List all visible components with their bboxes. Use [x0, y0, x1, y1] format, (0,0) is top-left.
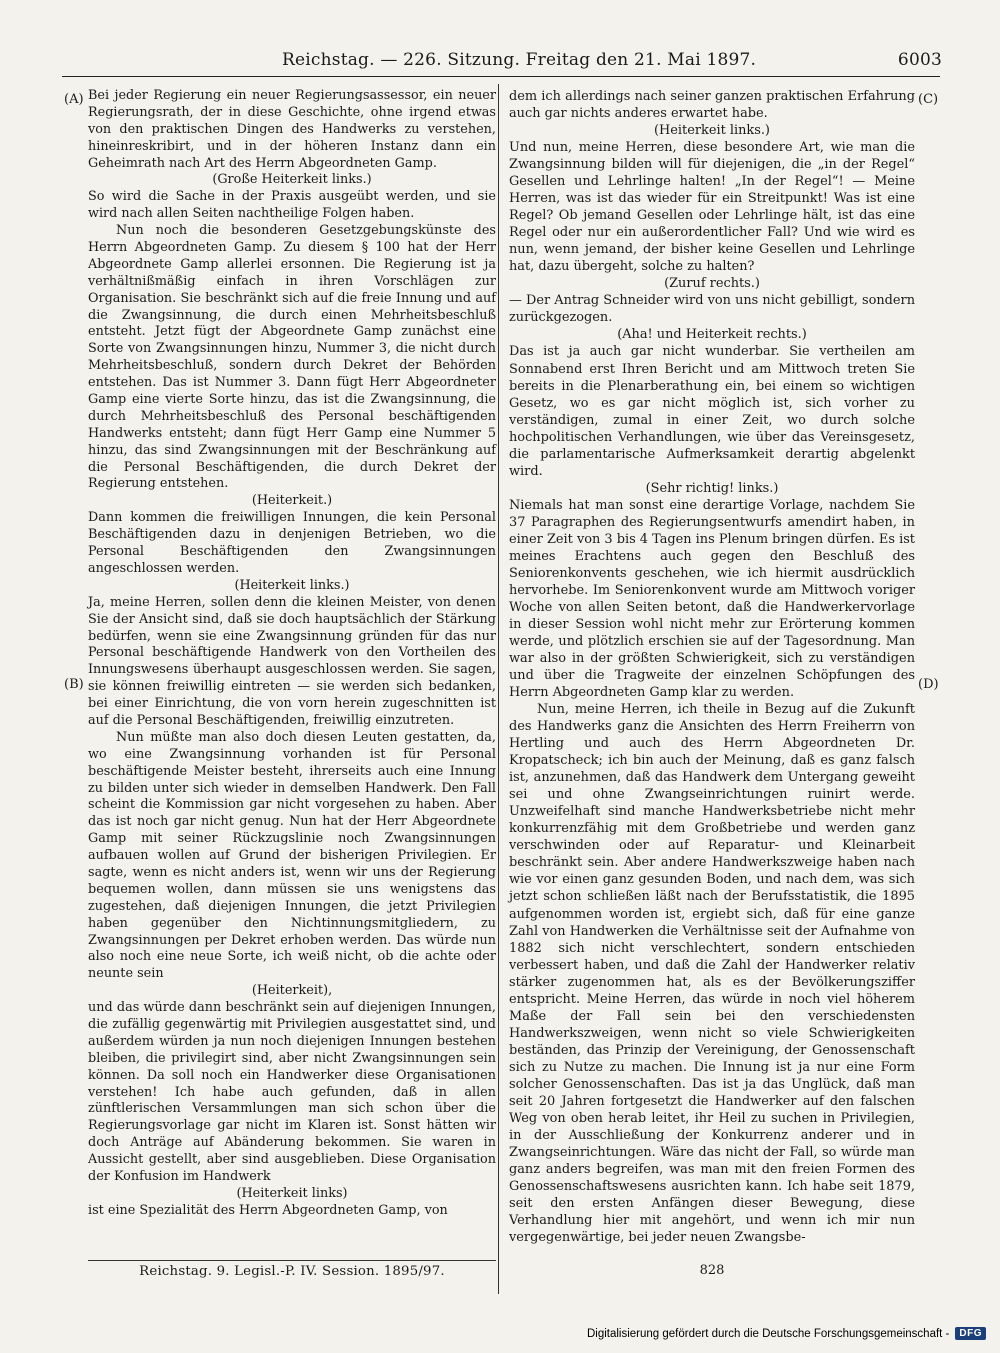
interjection: (Heiterkeit),	[251, 983, 333, 999]
paragraph: Nun noch die besonderen Gesetzgebungskünste des Herrn Abgeordneten Gamp. Zu diesem § 100 hat der Herr Abgeordnete Gamp allerlei ersonnen. Die Regierung ist ja verhältnißmäßig einfach in ihren Vorschlägen zur Organisation. Sie beschränkt sich auf die freie Innung und auf die Zwangsinnung, die durch einen Mehrheitsbeschluß entsteht. Jetzt fügt der Abgeordnete Gamp zunächst eine Sorte von Zwangsinnungen hinzu, Nummer 3, die nicht durch Mehrheitsbeschluß, sondern durch Dekret der Behörden entstehen. Das ist Nummer 3. Dann fügt Herr Abgeordneter Gamp eine vierte Sorte hinzu, das ist die Zwangsinnung, die durch Mehrheitsbeschluß des Personal beschäftigenden Handwerks entsteht; dann fügt Herr Gamp eine Nummer 5 hinzu, das sind Zwangsinnungen mit der Beschränkung auf die Personal Beschäftigenden, die durch Dekret der Regierung entstehen.	[88, 223, 496, 492]
left-column	[88, 88, 496, 1220]
header-title: Reichstag. — 226. Sitzung. Freitag den 21. Mai 1897.	[282, 50, 757, 70]
dfg-logo: DFG	[955, 1327, 986, 1340]
column-divider	[498, 84, 499, 1294]
footer-publication-text: Reichstag. 9. Legisl.-P. IV. Session. 1895/97.	[139, 1264, 445, 1279]
right-column	[509, 88, 915, 1246]
paragraph: Und nun, meine Herren, diese besondere Art, wie man die Zwangsinnung bilden will für diejenigen, die „in der Regel“ Gesellen und Lehrlinge halten! „In der Regel“! — Meine Herren, was ist das wieder für ein Streitpunkt! Was ist eine Regel? Ob jemand Gesellen oder Lehrlinge hält, ist das eine Regel oder nur ein außerordentlicher Fall? Und wie wird es nun, wenn jemand, der bisher keine Gesellen und Lehrlinge hat, dazu übergeht, solche zu halten?	[509, 140, 915, 275]
interjection: (Heiterkeit links.)	[234, 577, 350, 593]
interjection: (Heiterkeit.)	[251, 493, 333, 509]
paragraph: Nun, meine Herren, ich theile in Bezug auf die Zukunft des Handwerks ganz die Ansichten des Herrn Freiherrn von Hertling und auch des Herrn Abgeordneten Dr. Kropatscheck; ich bin auch der Meinung, daß es ganz falsch ist, anzunehmen, daß das Handwerk dem Untergang geweiht sei und ohne Zwangseinrichtungen ruinirt werde. Unzweifelhaft sind manche Handwerksbetriebe nicht mehr konkurrenzfähig mit dem Großbetriebe und werden ganz verschwinden oder auf Reparatur- und Kleinarbeit beschränkt sein. Aber andere Handwerkszweige haben nach wie vor einen ganz gesunden Boden, und nach dem, was sich jetzt schon schließen läßt nach der Berufsstatistik, die 1895 aufgenommen worden ist, ergiebt sich, daß für eine ganze Zahl von Handwerken die Verhältnisse seit der Aufnahme von 1882 sich nicht verschlechtert, sondern entschieden verbessert haben, und daß die Zahl der Handwerker relativ stärker zugenommen hat, als es der Bevölkerungsziffer entspricht. Meine Herren, das würde in noch viel höherem Maße der Fall sein bei den verschiedensten Handwerkszweigen, wenn nicht so viele Schwierigkeiten beständen, das Prinzip der Vereinigung, der Genossenschaft sich zu Nutze zu machen. Die Innung ist ja nur eine Form solcher Genossenschaften. Das ist ja das Unglück, daß man seit 20 Jahren fortgesetzt die Handwerker auf den falschen Weg von oben herab leitet, ihr Heil zu suchen in Privilegien, in der Ausschließung der Konkurrenz anderer und in Zwangseinrichtungen. Wäre das nicht der Fall, so würde man ganz anders begreifen, was man mit den freien Formen des Genossenschaftswesens ausrichten kann. Ich habe seit 1879, seit den ersten Anfängen dieser Bewegung, diese Verhandlung hier mit angehört, und wenn ich mir nun vergegenwärtige, bei jeder neuen Zwangsbe-	[509, 702, 915, 1246]
interjection: (Zuruf rechts.)	[664, 276, 760, 292]
margin-mark-c: (C)	[918, 92, 939, 107]
paragraph: Niemals hat man sonst eine derartige Vorlage, nachdem Sie 37 Paragraphen des Regierungsentwurfs amendirt haben, in einer Zeit von 3 bis 4 Tagen ins Plenum bringen dürfen. Es ist meines Erachtens auch gegen den Beschluß des Seniorenkonvents geschehen, wie ich hiermit ausdrücklich hervorhebe. Im Seniorenkonvent wurde am Mittwoch voriger Woche von allen Seiten betont, daß die Handwerkervorlage in dieser Session wohl nicht mehr zur Erörterung kommen werde, und plötzlich erschien sie auf der Tagesordnung. Man war also in der größten Schwierigkeit, sich zu verständigen und über die Tragweite der einzelnen Schöpfungen des Herrn Abgeordneten Gamp klar zu werden.	[509, 497, 915, 701]
paragraph: Nun müßte man also doch diesen Leuten gestatten, da, wo eine Zwangsinnung vorhanden ist für Personal beschäftigende Meister besteht, ihrerseits auch eine Innung zu bilden unter sich wieder in demselben Handwerk. Den Fall scheint die Kommission gar nicht vorgesehen zu haben. Aber das ist noch gar nicht genug. Nun hat der Herr Abgeordnete Gamp mit seiner Rückzugslinie noch Zwangsinnungen aufbauen wollen auf Grund der bisherigen Privilegien. Er sagte, wenn es nicht anders ist, wenn wir uns der Regierung bequemen wollen, dann müssen sie uns wenigstens das zugestehen, daß diejenigen Innungen, die jetzt Privilegien haben gegenüber den Nichtinnungsmitgliedern, zu Zwangsinnungen per Dekret erhoben werden. Das würde nun also noch eine neue Sorte, ich weiß nicht, ob die achte oder neunte sein	[88, 729, 496, 982]
dfg-credit-text: Digitalisierung gefördert durch die Deutsche Forschungsgemeinschaft -	[586, 1327, 950, 1340]
interjection: (Heiterkeit links)	[236, 1185, 348, 1201]
paragraph: — Der Antrag Schneider wird von uns nicht gebilligt, sondern zurückgezogen.	[509, 293, 915, 326]
header-rule	[62, 76, 940, 77]
interjection: (Aha! und Heiterkeit rechts.)	[617, 327, 807, 343]
paragraph: So wird die Sache in der Praxis ausgeübt werden, und sie wird nach allen Seiten nachtheilige Folgen haben.	[88, 189, 496, 222]
paragraph: ist eine Spezialität des Herrn Abgeordneten Gamp, von	[88, 1202, 448, 1218]
running-header	[62, 50, 942, 74]
paragraph: Bei jeder Regierung ein neuer Regierungsassessor, ein neuer Regierungsrath, der in diese Geschichte, ohne irgend etwas von den praktischen Dingen des Handwerks zu verstehen, hineinreskribirt, und in der höheren Instanz dann ein Geheimrath nach Art des Herrn Abgeordneten Gamp.	[88, 88, 496, 171]
interjection: (Sehr richtig! links.)	[645, 480, 779, 496]
paragraph: Ja, meine Herren, sollen denn die kleinen Meister, von denen Sie der Ansicht sind, daß sie doch hauptsächlich der Stärkung bedürfen, wenn sie eine Zwangsinnung gründen für das nur Personal beschäftigende Handwerk von den Vortheilen des Innungswesens überhaupt ausgeschlossen werden. Sie sagen, sie können freiwillig eintreten — sie werden sich bedanken, bei einer Einrichtung, die von vorn herein zugeschnitten ist auf die Personal Beschäftigenden, freiwillig einzutreten.	[88, 594, 496, 728]
margin-mark-a: (A)	[64, 92, 84, 107]
margin-mark-b: (B)	[64, 677, 84, 692]
margin-mark-d: (D)	[918, 677, 939, 692]
interjection: (Heiterkeit links.)	[654, 123, 770, 139]
footer-publication	[88, 1263, 496, 1280]
footer-rule	[88, 1260, 496, 1261]
page-number: 6003	[897, 50, 942, 70]
paragraph: Dann kommen die freiwilligen Innungen, die kein Personal Beschäftigenden dazu in denjenigen Betrieben, wo die Personal Beschäftigenden den Zwangsinnungen angeschlossen werden.	[88, 510, 496, 576]
interjection: (Große Heiterkeit links.)	[212, 172, 372, 188]
paragraph: dem ich allerdings nach seiner ganzen praktischen Erfahrung auch gar nichts anderes erwartet habe.	[509, 89, 915, 122]
paragraph: Das ist ja auch gar nicht wunderbar. Sie vertheilen am Sonnabend erst Ihren Bericht und am Mittwoch treten Sie bereits in die Plenarberathung ein, bei einem so wichtigen Gesetz, wo es gar nicht möglich ist, sich vorher zu verständigen, zumal in einer Zeit, wo durch solche hochpolitischen Verhandlungen, wie über das Vereinsgesetz, die parlamentarische Aufmerksamkeit derartig abgelenkt wird.	[509, 344, 915, 479]
dfg-credit	[587, 1327, 986, 1340]
paragraph: und das würde dann beschränkt sein auf diejenigen Innungen, die zufällig gegenwärtig mit Privilegien ausgestattet sind, und außerdem würden ja nun noch diejenigen Innungen bestehen bleiben, die privilegirt sind, aber nicht Zwangsinnungen sein können. Da soll noch ein Handwerker diese Organisationen verstehen! Ich habe auch gefunden, daß in allen zünftlerischen Versammlungen man sich schon über die Regierungsvorlage gar nicht im Klaren ist. Sonst hätten wir doch Anträge auf Abänderung bekommen. Sie waren in Aussicht gestellt, aber sind ausgeblieben. Diese Organisation der Konfusion im Handwerk	[88, 1000, 496, 1184]
footer-signature: 828	[699, 1263, 725, 1278]
